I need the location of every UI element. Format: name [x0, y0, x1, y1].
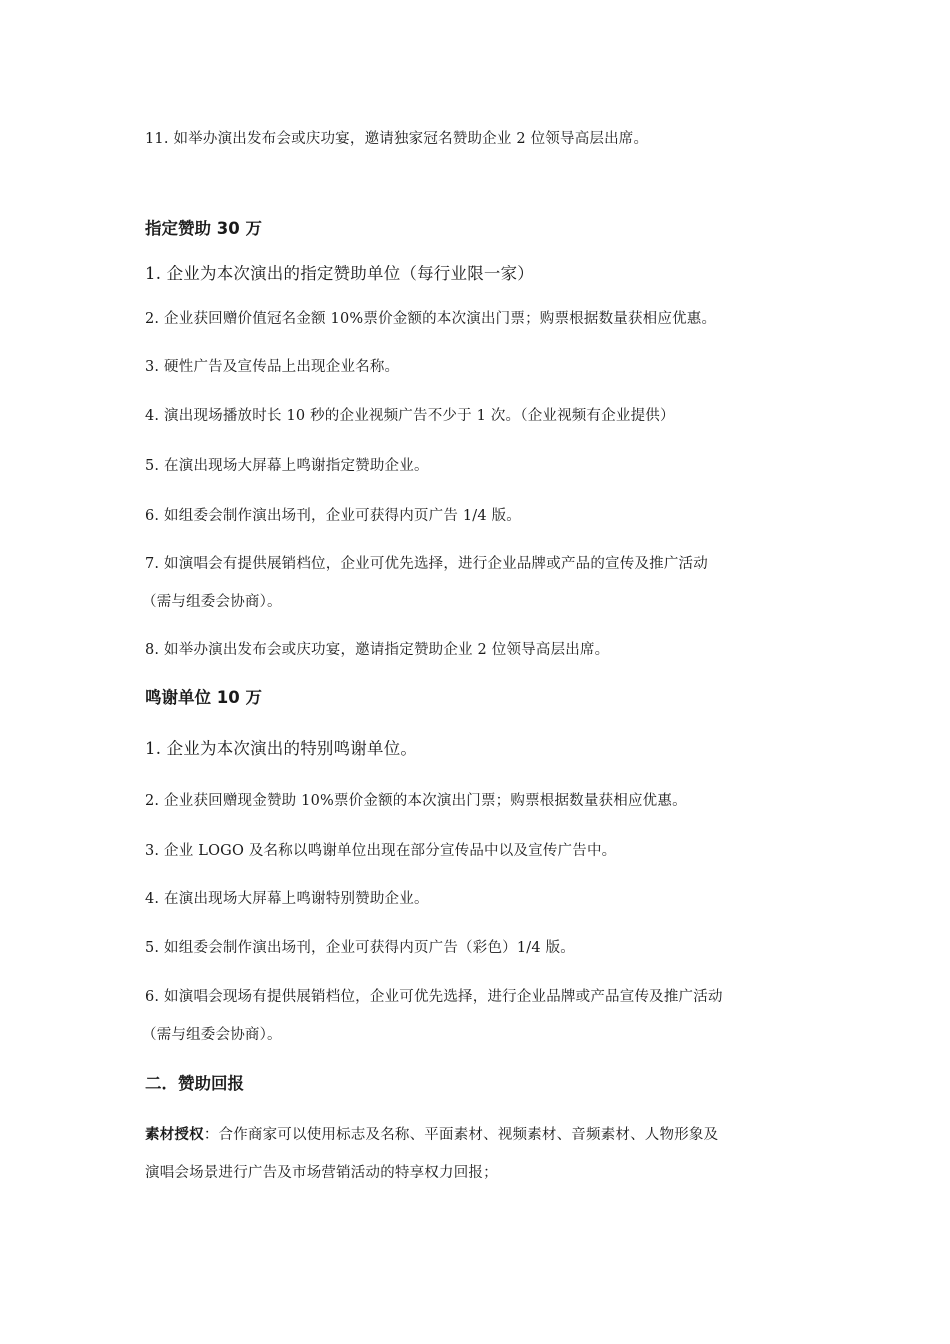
designated-item-1: 1. 企业为本次演出的指定赞助单位（每行业限一家） [145, 264, 534, 283]
designated-item-4: 4. 演出现场播放时长 10 秒的企业视频广告不少于 1 次。（企业视频有企业提供） [145, 408, 675, 424]
thanks-item-3: 3. 企业 LOGO 及名称以鸣谢单位出现在部分宣传品中以及宣传广告中。 [145, 843, 617, 859]
material-license-label: 素材授权 [145, 1126, 204, 1143]
previous-item-11: 11. 如举办演出发布会或庆功宴，邀请独家冠名赞助企业 2 位领导高层出席。 [145, 131, 649, 147]
material-license-text: ：合作商家可以使用标志及名称、平面素材、视频素材、音频素材、人物形象及 [203, 1127, 719, 1143]
designated-item-8: 8. 如举办演出发布会或庆功宴，邀请指定赞助企业 2 位领导高层出席。 [145, 642, 610, 658]
designated-item-3: 3. 硬性广告及宣传品上出现企业名称。 [145, 359, 400, 375]
designated-item-7: 7. 如演唱会有提供展销档位，企业可优先选择，进行企业品牌或产品的宣传及推广活动 [145, 556, 708, 572]
thanks-item-2: 2. 企业获回赠现金赞助 10%票价金额的本次演出门票；购票根据数量获相应优惠。 [145, 793, 687, 809]
material-license-line-1 [145, 1125, 718, 1145]
thanks-unit-heading: 鸣谢单位 10 万 [145, 688, 262, 707]
thanks-item-1: 1. 企业为本次演出的特别鸣谢单位。 [145, 739, 418, 758]
material-license-line-2: 演唱会场景进行广告及市场营销活动的特享权力回报； [145, 1165, 498, 1181]
thanks-item-6-continued: （需与组委会协商）。 [142, 1027, 282, 1043]
designated-sponsor-heading: 指定赞助 30 万 [145, 219, 262, 238]
sponsor-return-heading: 二．赞助回报 [145, 1074, 244, 1093]
designated-item-7-continued: （需与组委会协商）。 [142, 594, 282, 610]
designated-item-2: 2. 企业获回赠价值冠名金额 10%票价金额的本次演出门票；购票根据数量获相应优惠。 [145, 311, 717, 327]
thanks-item-4: 4. 在演出现场大屏幕上鸣谢特别赞助企业。 [145, 891, 429, 907]
thanks-item-6: 6. 如演唱会现场有提供展销档位，企业可优先选择，进行企业品牌或产品宣传及推广活动 [145, 989, 723, 1005]
designated-item-5: 5. 在演出现场大屏幕上鸣谢指定赞助企业。 [145, 458, 429, 474]
thanks-item-5: 5. 如组委会制作演出场刊，企业可获得内页广告（彩色）1/4 版。 [145, 940, 575, 956]
designated-item-6: 6. 如组委会制作演出场刊，企业可获得内页广告 1/4 版。 [145, 508, 521, 524]
